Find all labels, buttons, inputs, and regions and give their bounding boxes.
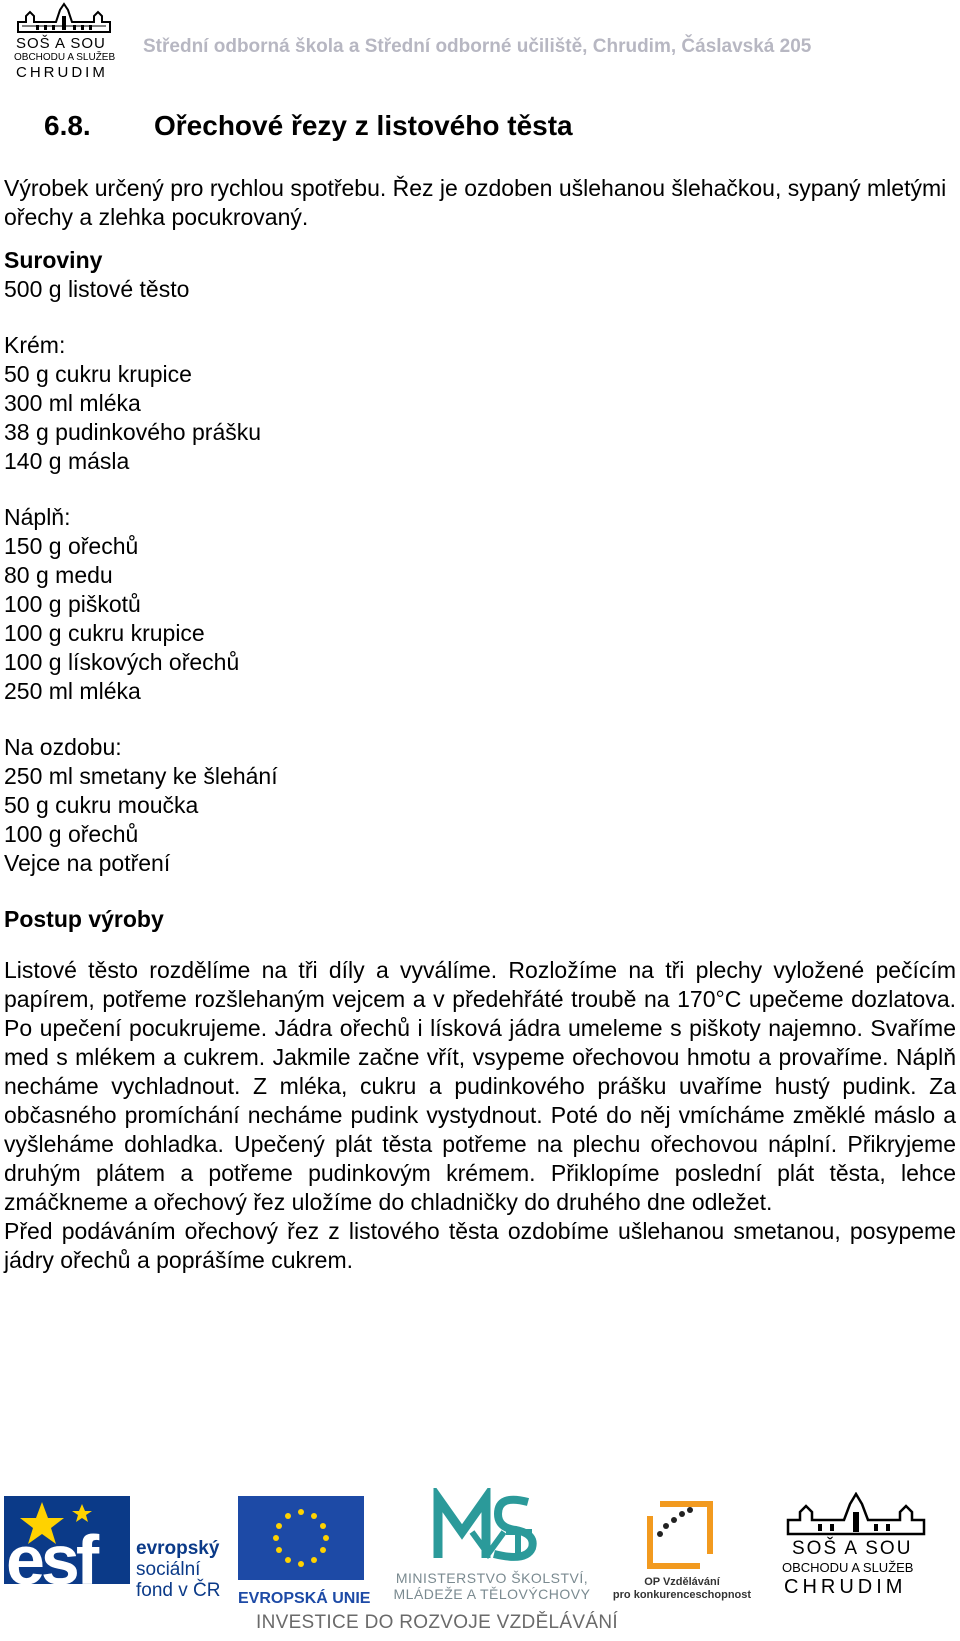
recipe-title [44,110,573,142]
sou-line2: OBCHODU A SLUŽEB [782,1560,914,1575]
ingredient-item: 50 g cukru moučka [4,792,199,818]
ingredient-item: 80 g medu [4,562,113,588]
filling-label: Náplň: [4,504,71,530]
ingredient-item: 100 g cukru krupice [4,620,205,646]
ingredients-list [4,246,278,934]
castle-icon [786,1492,926,1536]
school-logo [8,2,120,80]
ingredient-item: 250 ml mléka [4,678,141,704]
eu-stars-icon [238,1496,364,1580]
ingredient-item: 500 g listové těsto [4,276,190,302]
esf-line1: evropský [136,1538,220,1559]
castle-icon [16,2,112,34]
sou-line3: CHRUDIM [784,1576,907,1598]
msmt-logo-icon [432,1488,542,1568]
ingredient-item: 100 g ořechů [4,821,139,847]
op-logo-icon [640,1496,720,1572]
msmt-line2: MLÁDEŽE A TĚLOVÝCHOVY [393,1586,591,1602]
eu-flag [238,1496,364,1580]
footer-logos [0,1486,960,1641]
procedure-text [4,956,956,1275]
op-line2: pro konkurenceschopnost [612,1589,752,1601]
decor-label: Na ozdobu: [4,734,122,760]
ingredient-item: 150 g ořechů [4,533,139,559]
school-name: Střední odborná škola a Střední odborné učiliště, Chrudim, Čáslavská 205 [143,36,812,57]
esf-text [136,1538,220,1601]
recipe-title-text: Ořechové řezy z listového těsta [154,110,573,141]
ingredient-item: 250 ml smetany ke šlehání [4,763,278,789]
ingredient-item: 100 g lískových ořechů [4,649,240,675]
eu-label: EVROPSKÁ UNIE [238,1590,371,1607]
logo-line1: SOŠ A SOU [16,35,106,52]
ingredient-item: Vejce na potření [4,850,171,876]
esf-mark: esf [6,1521,96,1599]
ingredient-item: 300 ml mléka [4,390,141,416]
sou-line1: SOŠ A SOU [792,1538,913,1559]
logo-line2: OBCHODU A SLUŽEB [14,52,116,63]
ingredient-item: 50 g cukru krupice [4,361,192,387]
op-text [612,1576,752,1602]
procedure-paragraph-2: Před podáváním ořechový řez z listového těsta ozdobíme ušlehanou smetanou, posypeme jádry ořechů a poprášíme cukrem. [4,1218,956,1273]
msmt-text [378,1570,606,1602]
ingredient-item: 140 g másla [4,448,130,474]
msmt-line1: MINISTERSTVO ŠKOLSTVÍ, [395,1570,589,1586]
logo-line3: CHRUDIM [16,64,108,81]
esf-line2: sociální [136,1559,201,1580]
cream-label: Krém: [4,332,66,358]
esf-line3: fond v ČR [136,1580,221,1601]
recipe-number: 6.8. [44,110,91,141]
intro-text: Výrobek určený pro rychlou spotřebu. Řez je ozdoben ušlehanou šlehačkou, sypaný mletými ořechy a zlehka pocukrovaný. [4,175,947,230]
ingredient-item: 100 g piškotů [4,591,141,617]
op-line1: OP Vzdělávání [644,1576,720,1588]
investment-slogan: INVESTICE DO ROZVOJE VZDĚLÁVÁNÍ [256,1612,618,1633]
procedure-paragraph-1: Listové těsto rozdělíme na tři díly a vyválíme. Rozložíme na tři plechy vyložené pečícím papírem, potřeme rozšlehaným vejcem a v předehřáté troubě na 170°C upečeme dozlatova. Po upečení pocukrujeme. Jádra ořechů i lísková jádra umeleme s piškoty najemno. Svaříme med s mlékem a cukrem. Jakmile začne vřít, vsypeme ořechovou hmotu a provaříme. Náplň necháme vychladnout. Z mléka, cukru a pudinkového prášku uvaříme hustý pudink. Za občasného promíchání necháme pudink vystydnout. Poté do něj vmícháme změklé máslo a vyšleháme dohladka. Upečený plát těsta potřeme na plechu ořechovou náplní. Přikryjeme druhým plátem a potřeme pudinkovým krémem. Přiklopíme poslední plát těsta, lehce zmáčkneme a ořechový řez uložíme do chladničky do druhého dne odležet. [4,957,956,1215]
ingredient-item: 38 g pudinkového prášku [4,419,262,445]
ingredients-heading: Suroviny [4,247,103,273]
procedure-heading: Postup výroby [4,906,164,932]
